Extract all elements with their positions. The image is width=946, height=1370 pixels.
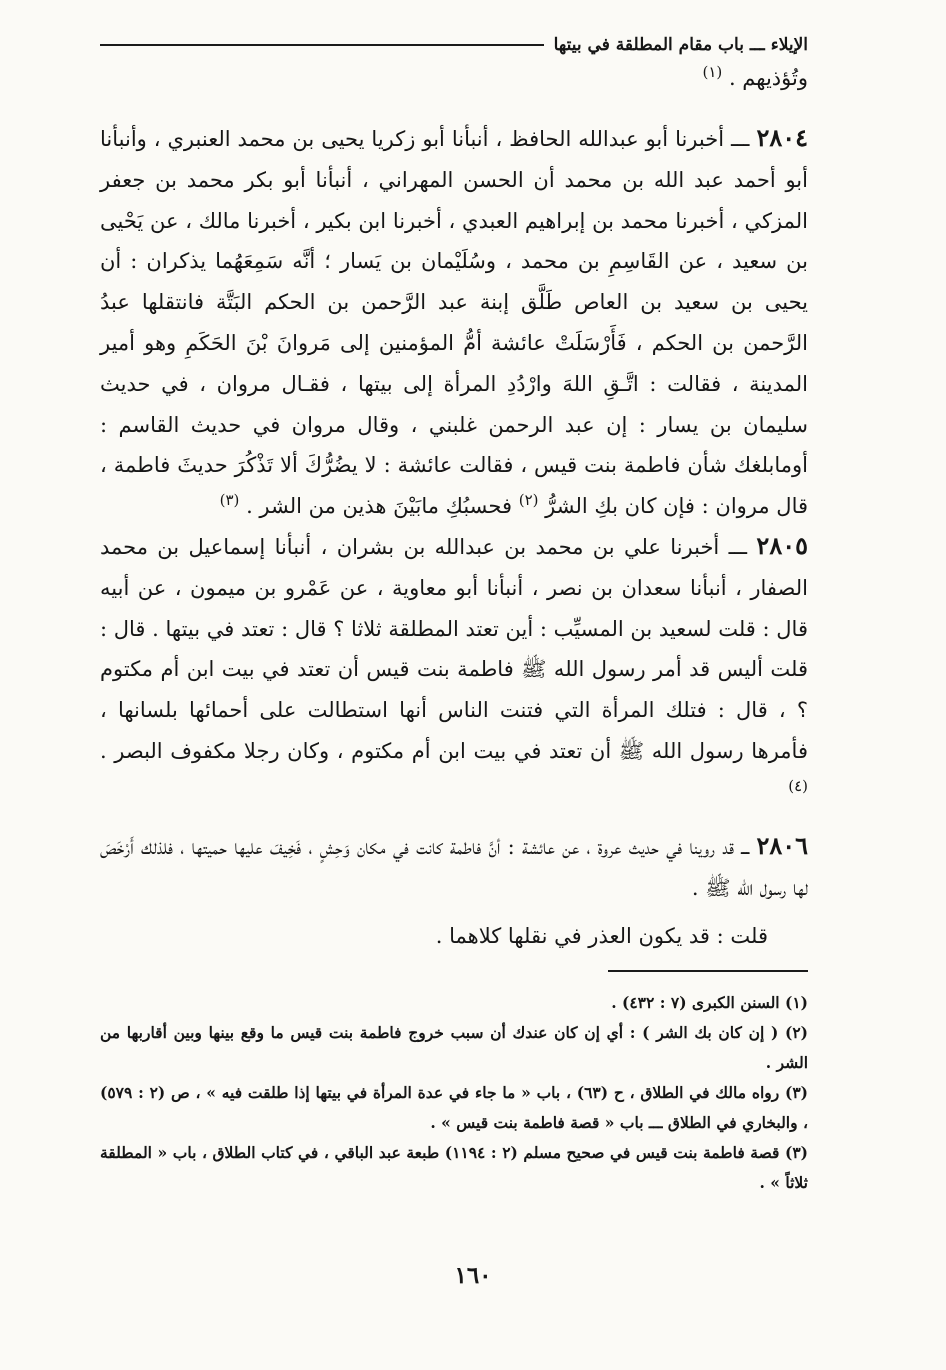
hadith-2805 [100, 526, 808, 815]
hadith-number: ٢٨٠٥ [756, 531, 808, 560]
carry-over-text: وتُؤذيهم . [728, 66, 808, 90]
running-header [100, 32, 808, 58]
hadith-text: ـــ أخبرنا أبو عبدالله الحافظ ، أنبأنا أبو زكريا يحيى بن محمد العنبري ، وأنبأنا أبو أحمد عبد الله بن محمد أن الحسن المهراني ، أنبأنا أبو بكر محمد بن جعفر المزكي ، أخبرنا محمد بن إبراهيم العبدي ، أخبرنا ابن بكير ، أخبرنا مالك ، عن يَحْيى بن سعيد ، عن القَاسِمِ بن محمد ، وسُلَيْمان بن يَسار ؛ أنَّه سَمِعَهُما يذكران : أن يحيى بن سعيد بن العاص طَلَّق إبنة عبد الرَّحمن بن الحكم البَتَّة فانتقلها عبدُ الرَّحمن بن الحكم ، فَأَرْسَلَتْ عائشة أمُّ المؤمنين إلى مَروانَ بْنَ الحَكَمِ وهو أمير المدينة ، فقالت : اتَّـقِ اللهَ وارْدُدِ المرأة إلى بيتها ، فقـال مروان ، في حديث سليمان بن يسار : إن عبد الرحمن غلبني ، وقال مروان في حديث القاسم : أومابلغك شأن فاطمة بنت قيس ، فقالت عائشة : لا يضُرُّكَ ألا تَذْكُرَ حديثَ فاطمة ، قال مروان : فإن كان بكِ الشرُّ [100, 127, 808, 519]
hadith-number: ٢٨٠٤ [756, 123, 808, 152]
footnote-2: (٢) ( إن كان بك الشر ) : أي إن كان عندك أن سبب خروج فاطمة بنت قيس ما وقع بينها وبين أقاربها من الشر . [100, 1023, 808, 1072]
page-number: ١٦٠ [454, 1262, 492, 1289]
footnote-ref: (٢) [518, 491, 539, 510]
footnote-1: (١) السنن الكبرى (٧ : ٤٣٢) . [611, 993, 808, 1012]
hadith-text: ـــ أخبرنا علي بن محمد بن عبدالله بن بشران ، أنبأنا إسماعيل بن محمد الصفار ، أنبأنا سعدان بن نصر ، أنبأنا أبو معاوية ، عن عَمْرو بن ميمون ، عن أبيه قال : قلت لسعيد بن المسيِّب : أين تعتد المطلقة ثلاثا ؟ قال : تعتد في بيتها . قال : قلت أليس قد أمر رسول الله ﷺ فاطمة بنت قيس أن تعتد في بيت ابن أم مكتوم ؟ ، قال : فتلك المرأة التي فتنت الناس أنها استطالت على أحمائها بلسانها ، فأمرها رسول الله ﷺ أن تعتد في بيت ابن أم مكتوم ، وكان رجلا مكفوف البصر . [100, 535, 808, 763]
remark-text: قلت : قد يكون العذر في نقلها كلاهما . [435, 924, 768, 948]
footnote-ref: (١) [702, 63, 723, 81]
running-title: الإيلاء ـــ باب مقام المطلقة في بيتها [553, 35, 808, 55]
footnote-4: (٣) قصة فاطمة بنت قيس في صحيح مسلم (٢ : ١١٩٤) طبعة عبد الباقي ، في كتاب الطلاق ، باب « المطلقة ثلاثاً » . [100, 1143, 808, 1192]
hadith-number: ٢٨٠٦ [756, 831, 808, 860]
hadith-text: ـــ قد روينا في حديث عروة ، عن عائشة : أنَّ فاطمة كانت في مكان وَحِشٍ ، فَخِيفَ عليها حميتها ، فلذلك أَرْخَصَ لها رسول الله ﷺ . [100, 835, 808, 900]
author-remark [100, 916, 808, 957]
footnote-3: (٣) رواه مالك في الطلاق ، ح (٦٣) ، باب « ما جاء في عدة المرأة في بيتها إذا طلقت فيه » ، ص (٢ : ٥٧٩) ، والبخاري في الطلاق ـــ باب « قصة فاطمة بنت قيس » . [100, 1083, 808, 1132]
footnotes [100, 988, 808, 1198]
carry-over-line [100, 62, 808, 96]
footnote-ref: (٣) [219, 491, 240, 510]
hadith-text-cont: فحسبُكِ مابَيْنَ هذين من الشر . [246, 494, 513, 519]
header-rule [100, 44, 544, 46]
footnote-separator [608, 970, 808, 972]
footnote-ref: (٤) [788, 776, 808, 795]
hadith-2804 [100, 118, 808, 529]
hadith-2806 [100, 826, 808, 909]
